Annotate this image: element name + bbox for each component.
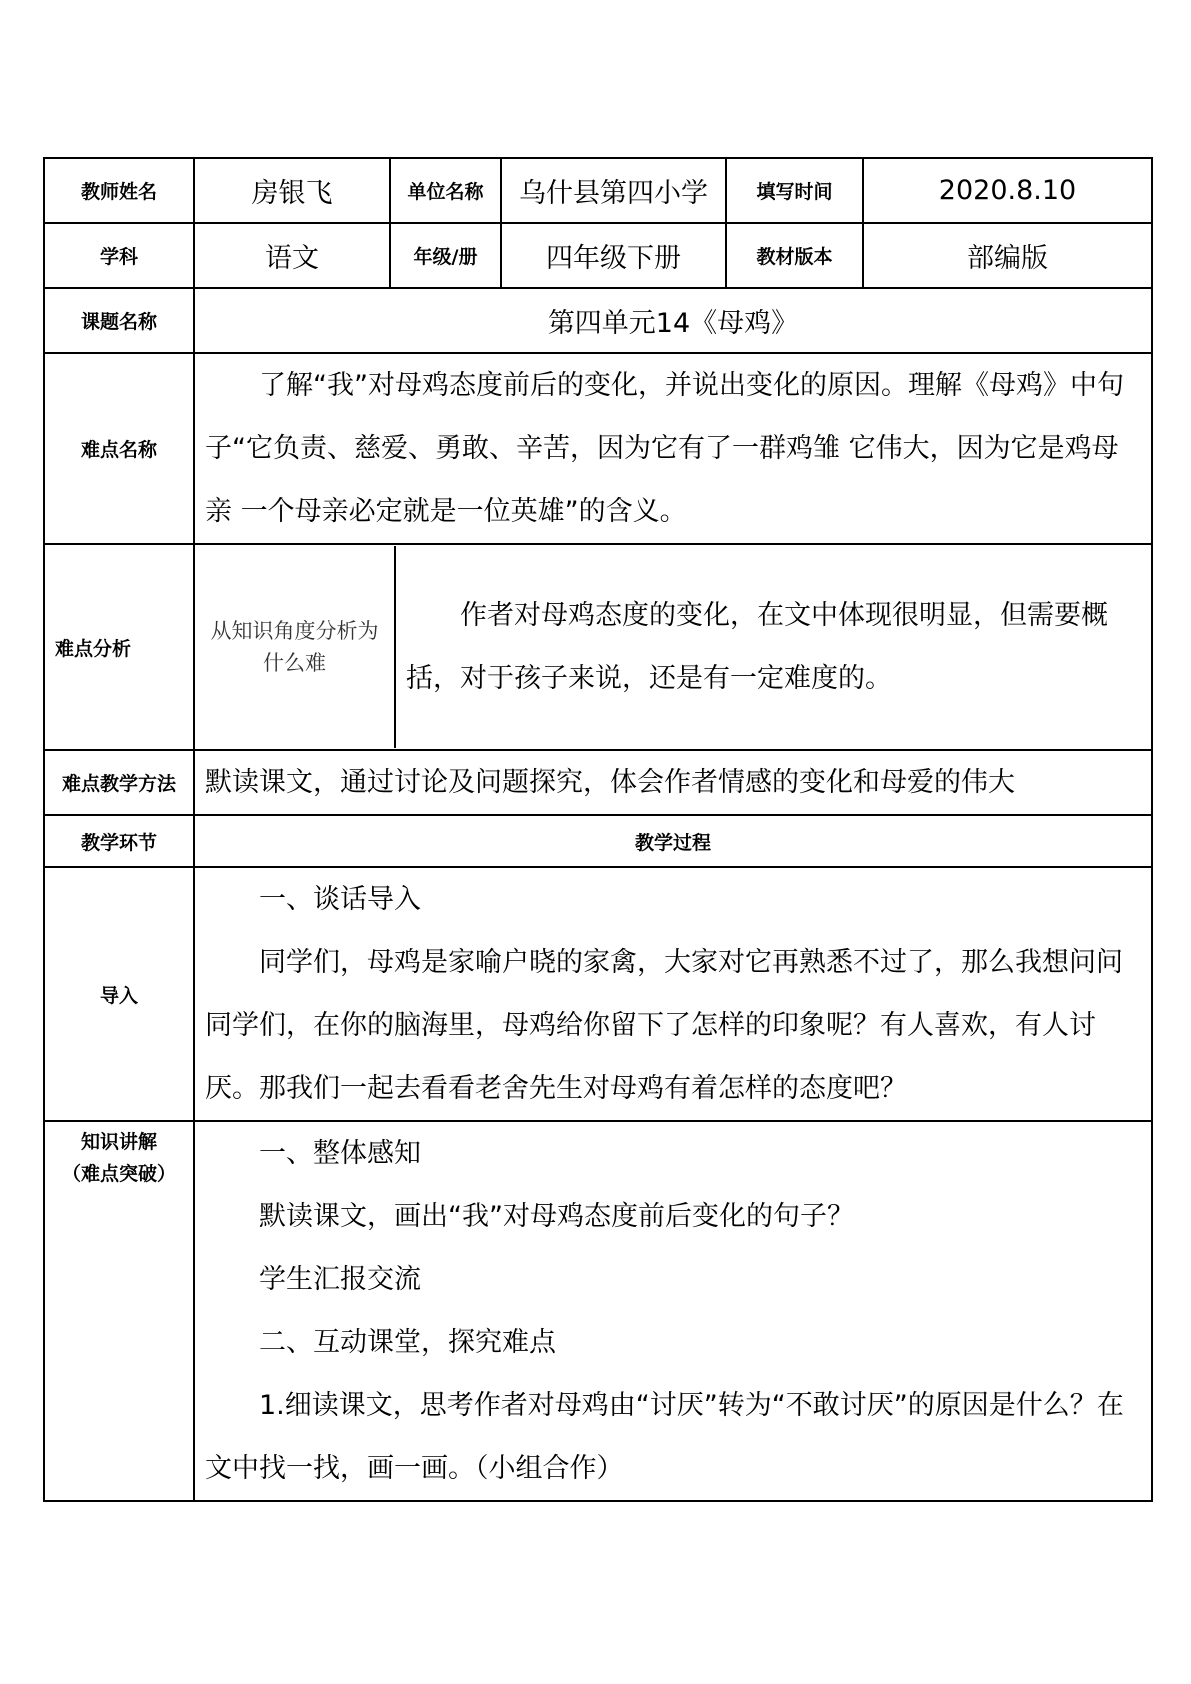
header-row-2 [44,223,1152,288]
analysis-label: 难点分析 [44,544,194,750]
grade-label: 年级/册 [390,223,501,288]
teacher-label: 教师姓名 [44,158,194,223]
method-label: 难点教学方法 [44,750,194,815]
knowledge-line-5: 1.细读课文，思考作者对母鸡由“讨厌”转为“不敢讨厌”的原因是什么？在文中找一找，画一画。（小组合作） [205,1390,1124,1484]
intro-heading: 一、谈话导入 [259,884,421,915]
knowledge-content [194,1121,1152,1501]
process-label: 教学过程 [194,815,1152,867]
grade-value: 四年级下册 [501,223,726,288]
unit-name: 乌什县第四小学 [501,158,726,223]
method-row [44,750,1152,815]
difficulty-label: 难点名称 [44,353,194,544]
intro-label: 导入 [44,867,194,1121]
knowledge-line-4: 二、互动课堂，探究难点 [259,1327,556,1358]
process-header-row [44,815,1152,867]
teacher-name: 房银飞 [194,158,390,223]
method-text: 默读课文，通过讨论及问题探究，体会作者情感的变化和母爱的伟大 [194,750,1152,815]
knowledge-row [44,1121,1152,1501]
knowledge-line-1: 一、整体感知 [259,1138,421,1169]
lesson-plan-table [43,157,1153,1502]
difficulty-text: 了解“我”对母鸡态度前后的变化，并说出变化的原因。理解《母鸡》中句子“它负责、慈爱、勇敢、辛苦，因为它有了一群鸡雏 它伟大，因为它是鸡母亲 一个母亲必定就是一位英雄”的含义。 [194,353,1152,544]
lesson-plan-sheet [43,157,1151,1502]
edition-value: 部编版 [863,223,1152,288]
process-stage-label: 教学环节 [44,815,194,867]
intro-content [194,867,1152,1121]
knowledge-label-line1: 知识讲解 [80,1131,157,1153]
topic-row [44,288,1152,353]
intro-paragraph: 同学们，母鸡是家喻户晓的家禽，大家对它再熟悉不过了，那么我想问问同学们，在你的脑海里，母鸡给你留下了怎样的印象呢？有人喜欢，有人讨厌。那我们一起去看看老舍先生对母鸡有着怎样的态度吧？ [205,947,1123,1104]
date-label: 填写时间 [726,158,863,223]
knowledge-line-3: 学生汇报交流 [259,1264,421,1295]
date-value: 2020.8.10 [863,158,1152,223]
topic-label: 课题名称 [44,288,194,353]
knowledge-line-2: 默读课文，画出“我”对母鸡态度前后变化的句子？ [259,1201,854,1232]
subject-value: 语文 [194,223,390,288]
intro-row [44,867,1152,1121]
analysis-text: 作者对母鸡态度的变化，在文中体现很明显，但需要概括，对于孩子来说，还是有一定难度的。 [406,600,1108,694]
analysis-text-cell [396,546,1151,748]
analysis-row [44,544,1152,750]
analysis-split [195,546,1151,748]
knowledge-label-line2: （难点突破） [61,1163,176,1185]
analysis-sub-cell [195,546,396,748]
subject-label: 学科 [44,223,194,288]
unit-label: 单位名称 [390,158,501,223]
knowledge-label-cell [44,1121,194,1501]
header-row-1 [44,158,1152,223]
analysis-cell [194,544,1152,750]
difficulty-row [44,353,1152,544]
topic-value: 第四单元14《母鸡》 [194,288,1152,353]
analysis-sub-label: 从知识角度分析为什么难 [210,619,379,675]
edition-label: 教材版本 [726,223,863,288]
